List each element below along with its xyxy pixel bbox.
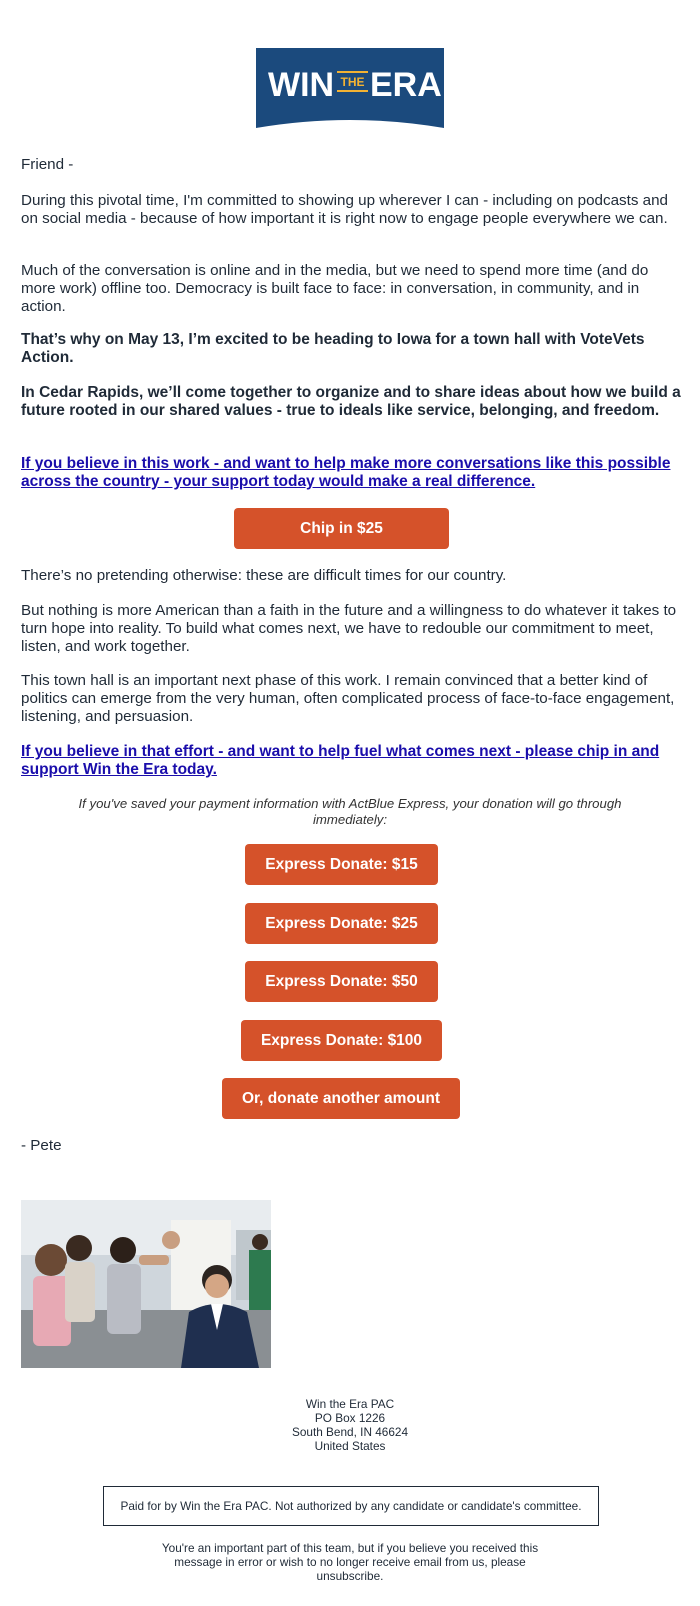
paragraph-4-bold: In Cedar Rapids, we’ll come together to organize and to share ideas about how we build a future rooted in our shared values - true to ideals like service, belonging, and freedom.	[21, 384, 681, 419]
address-org: Win the Era PAC	[305, 1397, 395, 1411]
logo-word-win: WIN	[268, 66, 335, 104]
paragraph-6: But nothing is more American than a faith in the future and a willingness to do whatever it takes to turn hope into reality. To build what comes next, we have to redouble our commitment to meet, listen, and work together.	[21, 602, 677, 655]
greeting: Friend -	[21, 156, 74, 173]
signoff: - Pete	[21, 1137, 62, 1154]
unsubscribe-text[interactable]: You're an important part of this team, but if you believe you received this message in error or wish to no longer receive email from us, please unsubscribe.	[161, 1541, 539, 1583]
chip-in-25-button[interactable]: Chip in $25	[234, 508, 449, 549]
express-donate-100-button[interactable]: Express Donate: $100	[241, 1020, 442, 1061]
express-donate-50-button[interactable]: Express Donate: $50	[245, 961, 438, 1002]
disclaimer-text: Paid for by Win the Era PAC. Not authorized by any candidate or candidate's committee.	[120, 1499, 582, 1513]
paragraph-5: There’s no pretending otherwise: these are difficult times for our country.	[21, 567, 507, 584]
support-link-1[interactable]: If you believe in this work - and want to help make more conversations like this possible across the country - your support today would make a real difference.	[21, 455, 671, 490]
mailing-address	[200, 1397, 500, 1453]
express-donate-15-button[interactable]: Express Donate: $15	[245, 844, 438, 885]
logo-word-era: ERA	[370, 66, 442, 104]
support-link-2[interactable]: If you believe in that effort - and want to help fuel what comes next - please chip in and support Win the Era today.	[21, 743, 660, 778]
donate-another-amount-button[interactable]: Or, donate another amount	[222, 1078, 460, 1119]
address-city: South Bend, IN 46624	[291, 1425, 409, 1439]
address-po-box: PO Box 1226	[314, 1411, 386, 1425]
win-the-era-logo	[256, 48, 444, 128]
town-hall-photo	[21, 1200, 271, 1368]
paragraph-1: During this pivotal time, I'm committed to showing up wherever I can - including on podcasts and on social media - because of how important it is right now to engage people everywhere we can.	[21, 192, 668, 227]
paragraph-3-bold: That’s why on May 13, I’m excited to be heading to Iowa for a town hall with VoteVets Action.	[21, 331, 645, 366]
express-donate-25-button[interactable]: Express Donate: $25	[245, 903, 438, 944]
address-country: United States	[314, 1439, 386, 1453]
paragraph-7: This town hall is an important next phase of this work. I remain convinced that a better kind of politics can emerge from the very human, often complicated process of face-to-face engagement, listening, and persuasion.	[21, 672, 675, 725]
paragraph-2: Much of the conversation is online and in the media, but we need to spend more time (and do more work) offline too. Democracy is built face to face: in conversation, in community, and in action.	[21, 262, 649, 315]
actblue-express-note: If you've saved your payment information with ActBlue Express, your donation will go through immediately:	[78, 796, 622, 827]
logo-word-the: THE	[340, 75, 365, 89]
paid-for-disclaimer	[103, 1486, 599, 1526]
